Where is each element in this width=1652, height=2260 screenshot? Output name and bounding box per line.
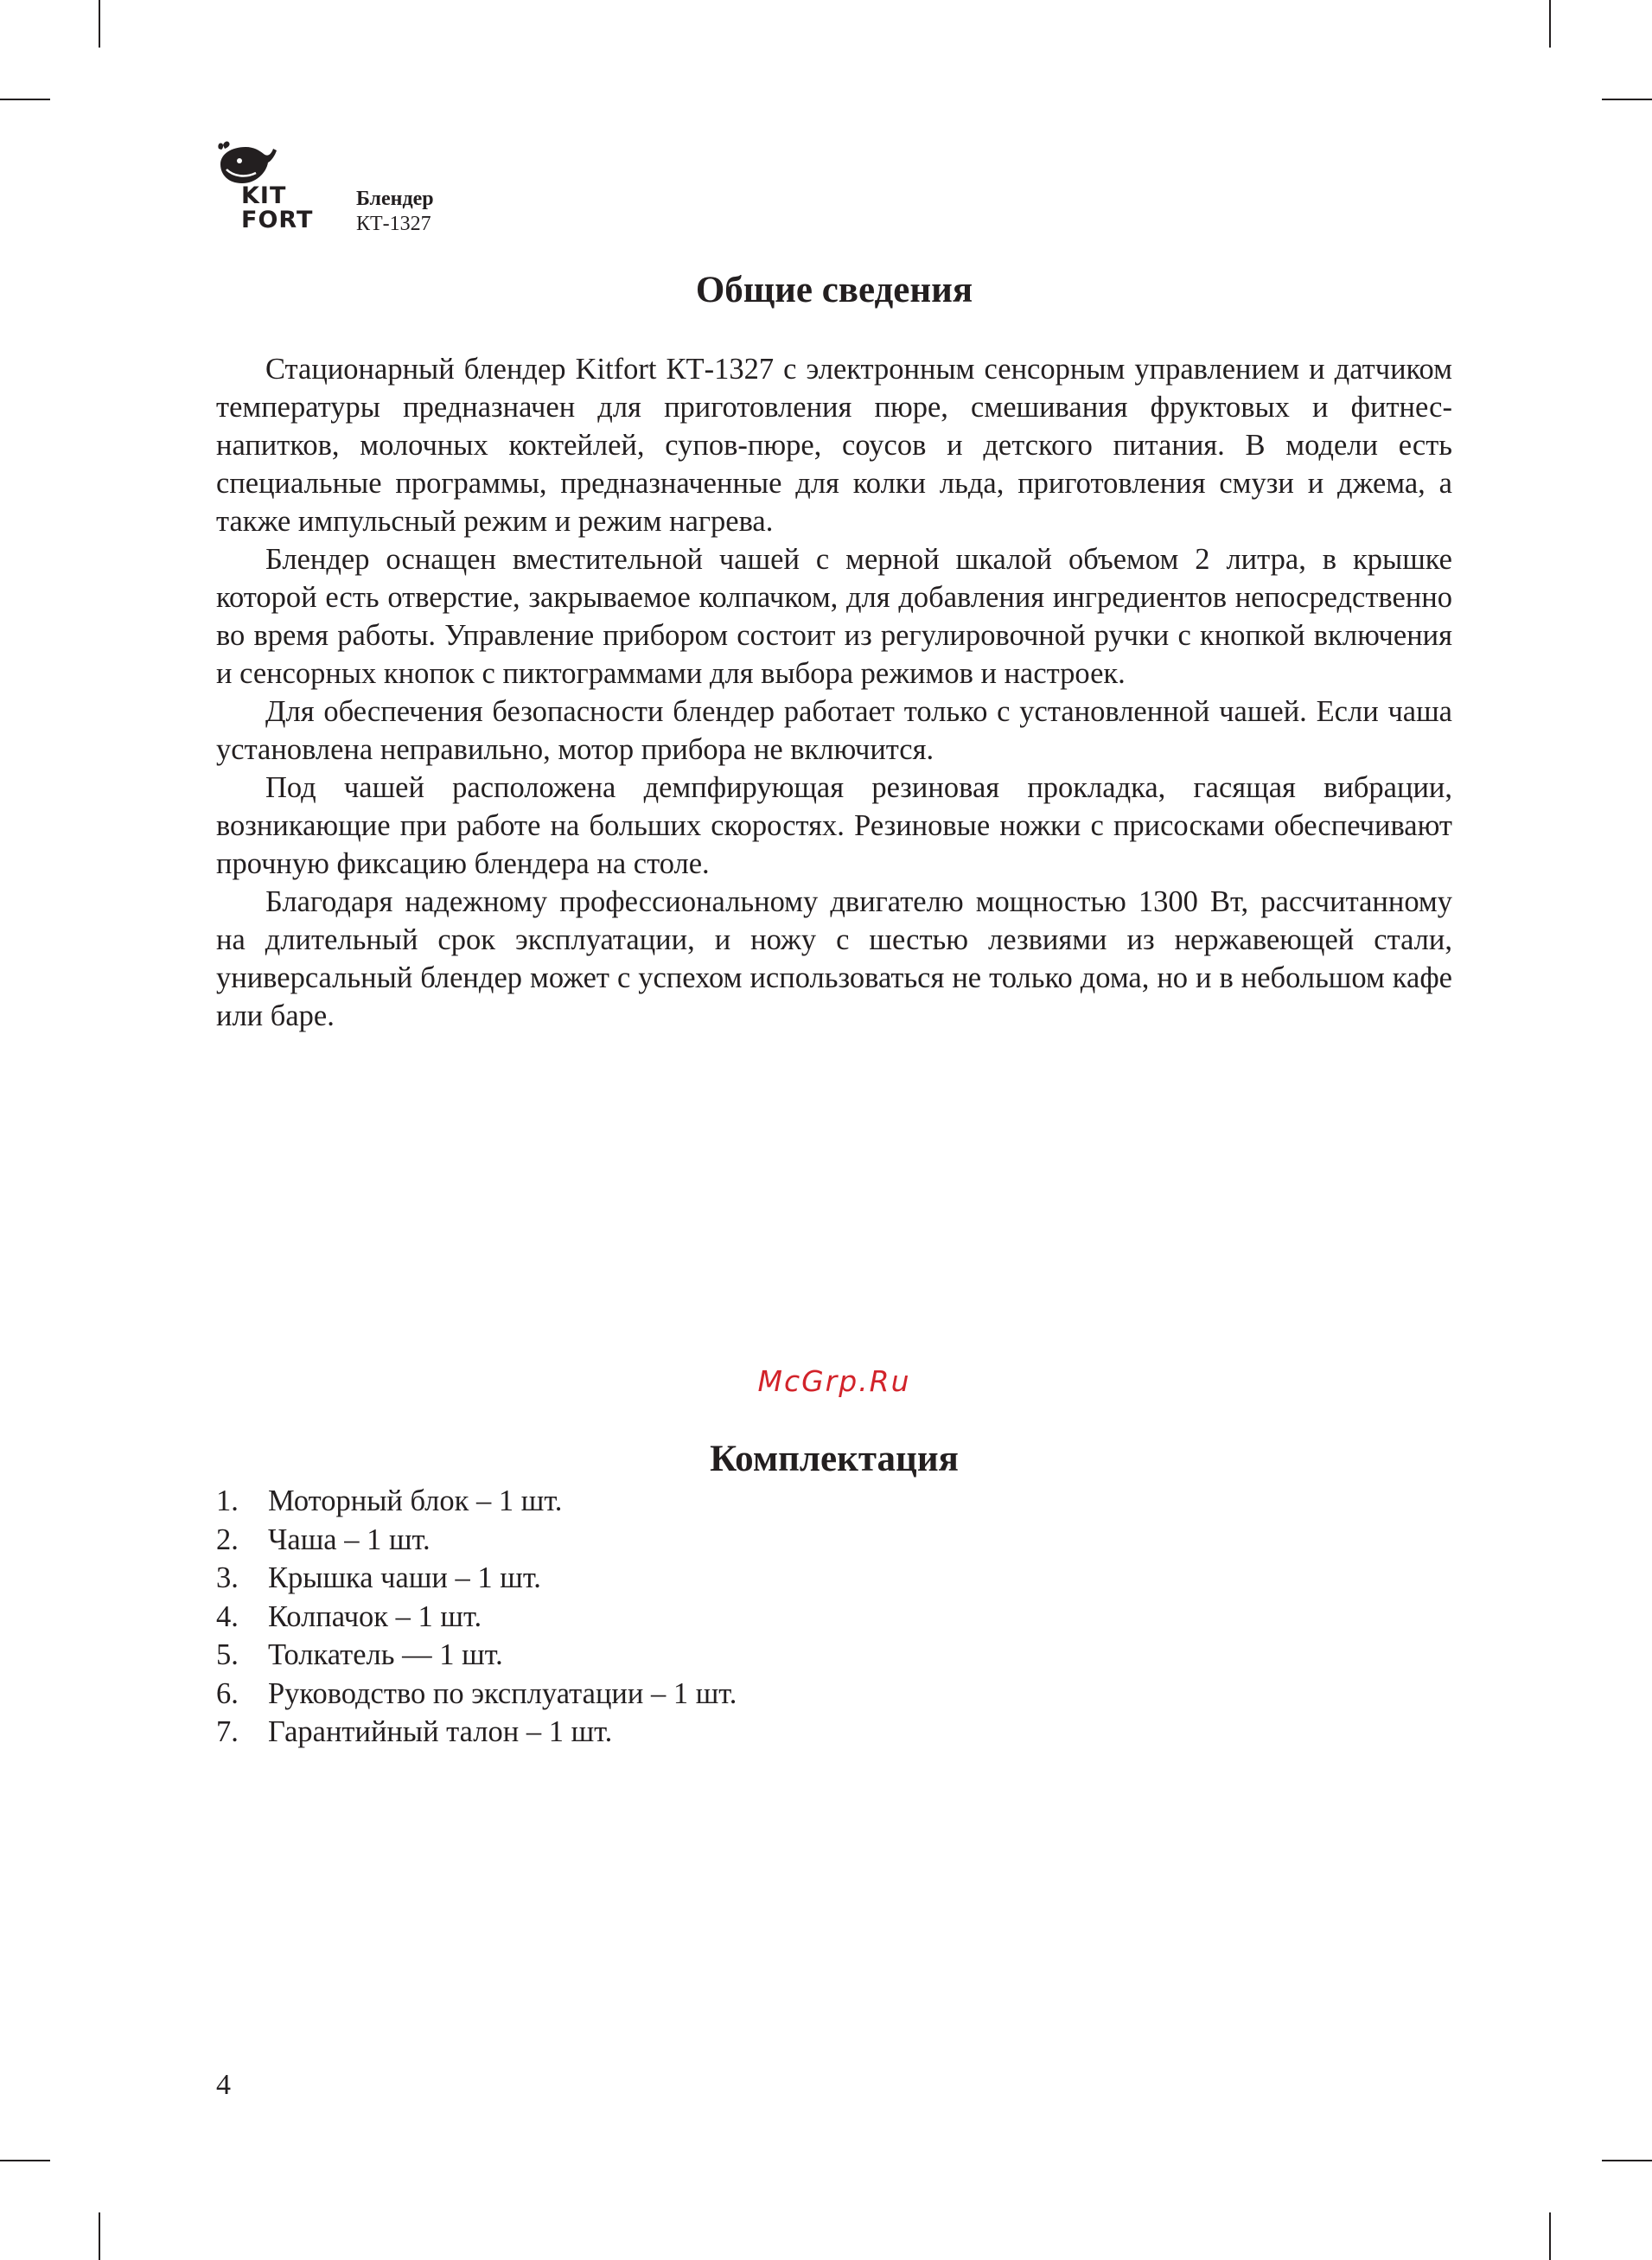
list-item-number: 1. (216, 1484, 239, 1517)
paragraph: Благодаря надежному профессиональному двигателю мощностью 1300 Вт, рассчитанному на длительный срок эксплуатации, и ножу с шестью лезвиями из нержавеющей стали, универсальный блендер может с успехом использоваться не только дома, но и в небольшом кафе или баре. (216, 885, 1452, 1032)
page-header (216, 138, 493, 242)
list-item-text: Чаша – 1 шт. (268, 1523, 431, 1556)
brand-logo-text (241, 184, 313, 233)
list-item (216, 1598, 737, 1637)
crop-mark-bottom-left-vertical (99, 2212, 100, 2260)
watermark-link[interactable]: McGrp.Ru (757, 1364, 911, 1398)
logo-line-2: FORT (241, 207, 314, 233)
list-item (216, 1636, 737, 1675)
crop-mark-bottom-left-horizontal (0, 2160, 50, 2161)
crop-mark-top-left-horizontal (0, 99, 50, 100)
section-title-general: Общие сведения (695, 270, 973, 310)
list-item-text: Моторный блок – 1 шт. (268, 1484, 563, 1517)
list-item-text: Крышка чаши – 1 шт. (268, 1561, 541, 1594)
list-item (216, 1675, 737, 1714)
list-item (216, 1482, 737, 1521)
list-item-text: Колпачок – 1 шт. (268, 1599, 482, 1633)
paragraph: Стационарный блендер Kitfort КТ-1327 с электронным сенсорным управлением и датчиком температуры предназначен для приготовления пюре, смешивания фруктовых и фитнес-напитков, молочных коктейлей, супов-пюре, соусов и детского питания. В модели есть специальные программы, предназначенные для колки льда, приготовления смузи и джема, а также импульсный режим и режим нагрева. (216, 353, 1452, 538)
general-paragraphs (216, 350, 1452, 1035)
page-number: 4 (216, 2069, 231, 2101)
product-model: КТ-1327 (356, 213, 431, 235)
product-name: Блендер (356, 188, 434, 210)
product-info (356, 187, 434, 237)
crop-mark-top-right-vertical (1549, 0, 1551, 48)
list-item (216, 1559, 737, 1598)
list-item-number: 3. (216, 1561, 239, 1594)
list-item (216, 1713, 737, 1752)
list-item-text: Руководство по эксплуатации – 1 шт. (268, 1676, 737, 1710)
paragraph: Блендер оснащен вместительной чашей с мерной шкалой объемом 2 литра, в крышке которой есть отверстие, закрываемое колпачком, для добавления ингредиентов непосредственно во время работы. Управление прибором состоит из регулировочной ручки с кнопкой включения и сенсорных кнопок с пиктограммами для выбора режимов и настроек. (216, 543, 1452, 690)
logo-line-1: KIT (241, 182, 287, 209)
list-item-text: Гарантийный талон – 1 шт. (268, 1715, 613, 1748)
list-item-number: 5. (216, 1638, 239, 1671)
paragraph: Для обеспечения безопасности блендер работает только с установленной чашей. Если чаша установлена неправильно, мотор прибора не включится. (216, 695, 1452, 766)
crop-mark-top-right-horizontal (1602, 99, 1652, 100)
package-list (216, 1482, 737, 1752)
list-item (216, 1521, 737, 1560)
list-item-number: 2. (216, 1523, 239, 1556)
list-item-text: Толкатель — 1 шт. (268, 1638, 503, 1671)
list-item-number: 4. (216, 1599, 239, 1633)
paragraph: Под чашей расположена демпфирующая резиновая прокладка, гасящая вибрации, возникающие при работе на больших скоростях. Резиновые ножки с присосками обеспечивают прочную фиксацию блендера на столе. (216, 771, 1452, 880)
section-title-package: Комплектация (710, 1439, 959, 1479)
list-item-number: 7. (216, 1715, 239, 1748)
list-item-number: 6. (216, 1676, 239, 1710)
crop-mark-bottom-right-horizontal (1602, 2160, 1652, 2161)
crop-mark-bottom-right-vertical (1549, 2212, 1551, 2260)
crop-mark-top-left-vertical (99, 0, 100, 48)
